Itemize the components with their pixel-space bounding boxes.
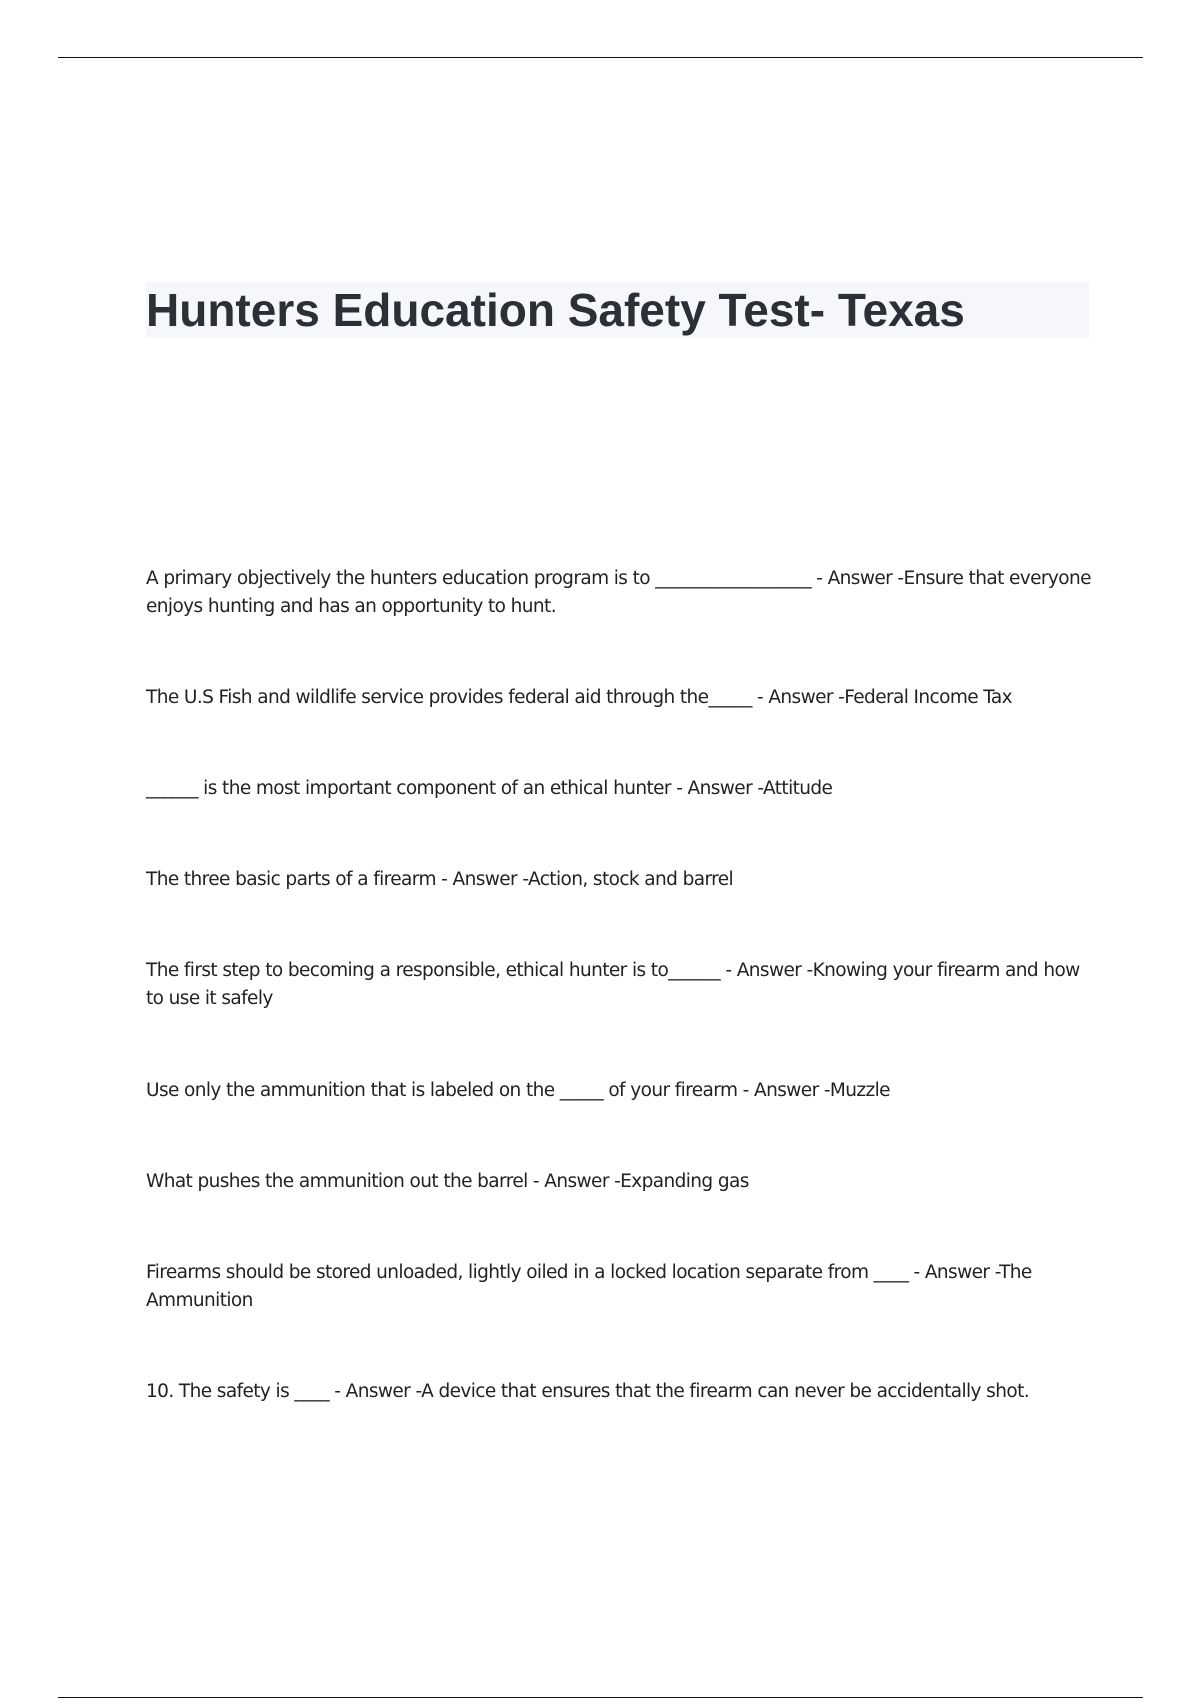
qa-item-4: The three basic parts of a firearm - Answer -Action, stock and barrel bbox=[146, 869, 734, 890]
qa-item-5: The first step to becoming a responsible, ethical hunter is to______ - Answer -Knowing your firearm and how to use it safely bbox=[146, 960, 1080, 1009]
bottom-rule bbox=[58, 1697, 1143, 1698]
top-rule bbox=[58, 57, 1143, 58]
qa-item-1: A primary objectively the hunters education program is to __________________ - Answer -Ensure that everyone enjoys hunting and has an opportunity to hunt. bbox=[146, 568, 1091, 617]
qa-item-7: What pushes the ammunition out the barrel - Answer -Expanding gas bbox=[146, 1171, 749, 1192]
qa-item-3: ______ is the most important component of an ethical hunter - Answer -Attitude bbox=[146, 778, 833, 799]
qa-item-9: 10. The safety is ____ - Answer -A device that ensures that the firearm can never be accidentally shot. bbox=[146, 1381, 1030, 1402]
title-block bbox=[146, 282, 1089, 338]
page-title: Hunters Education Safety Test- Texas bbox=[146, 284, 965, 336]
qa-item-2: The U.S Fish and wildlife service provides federal aid through the_____ - Answer -Federal Income Tax bbox=[146, 687, 1013, 708]
qa-item-6: Use only the ammunition that is labeled on the _____ of your firearm - Answer -Muzzle bbox=[146, 1080, 890, 1101]
qa-item-8: Firearms should be stored unloaded, lightly oiled in a locked location separate from ____ - Answer -The Ammunition bbox=[146, 1262, 1032, 1311]
